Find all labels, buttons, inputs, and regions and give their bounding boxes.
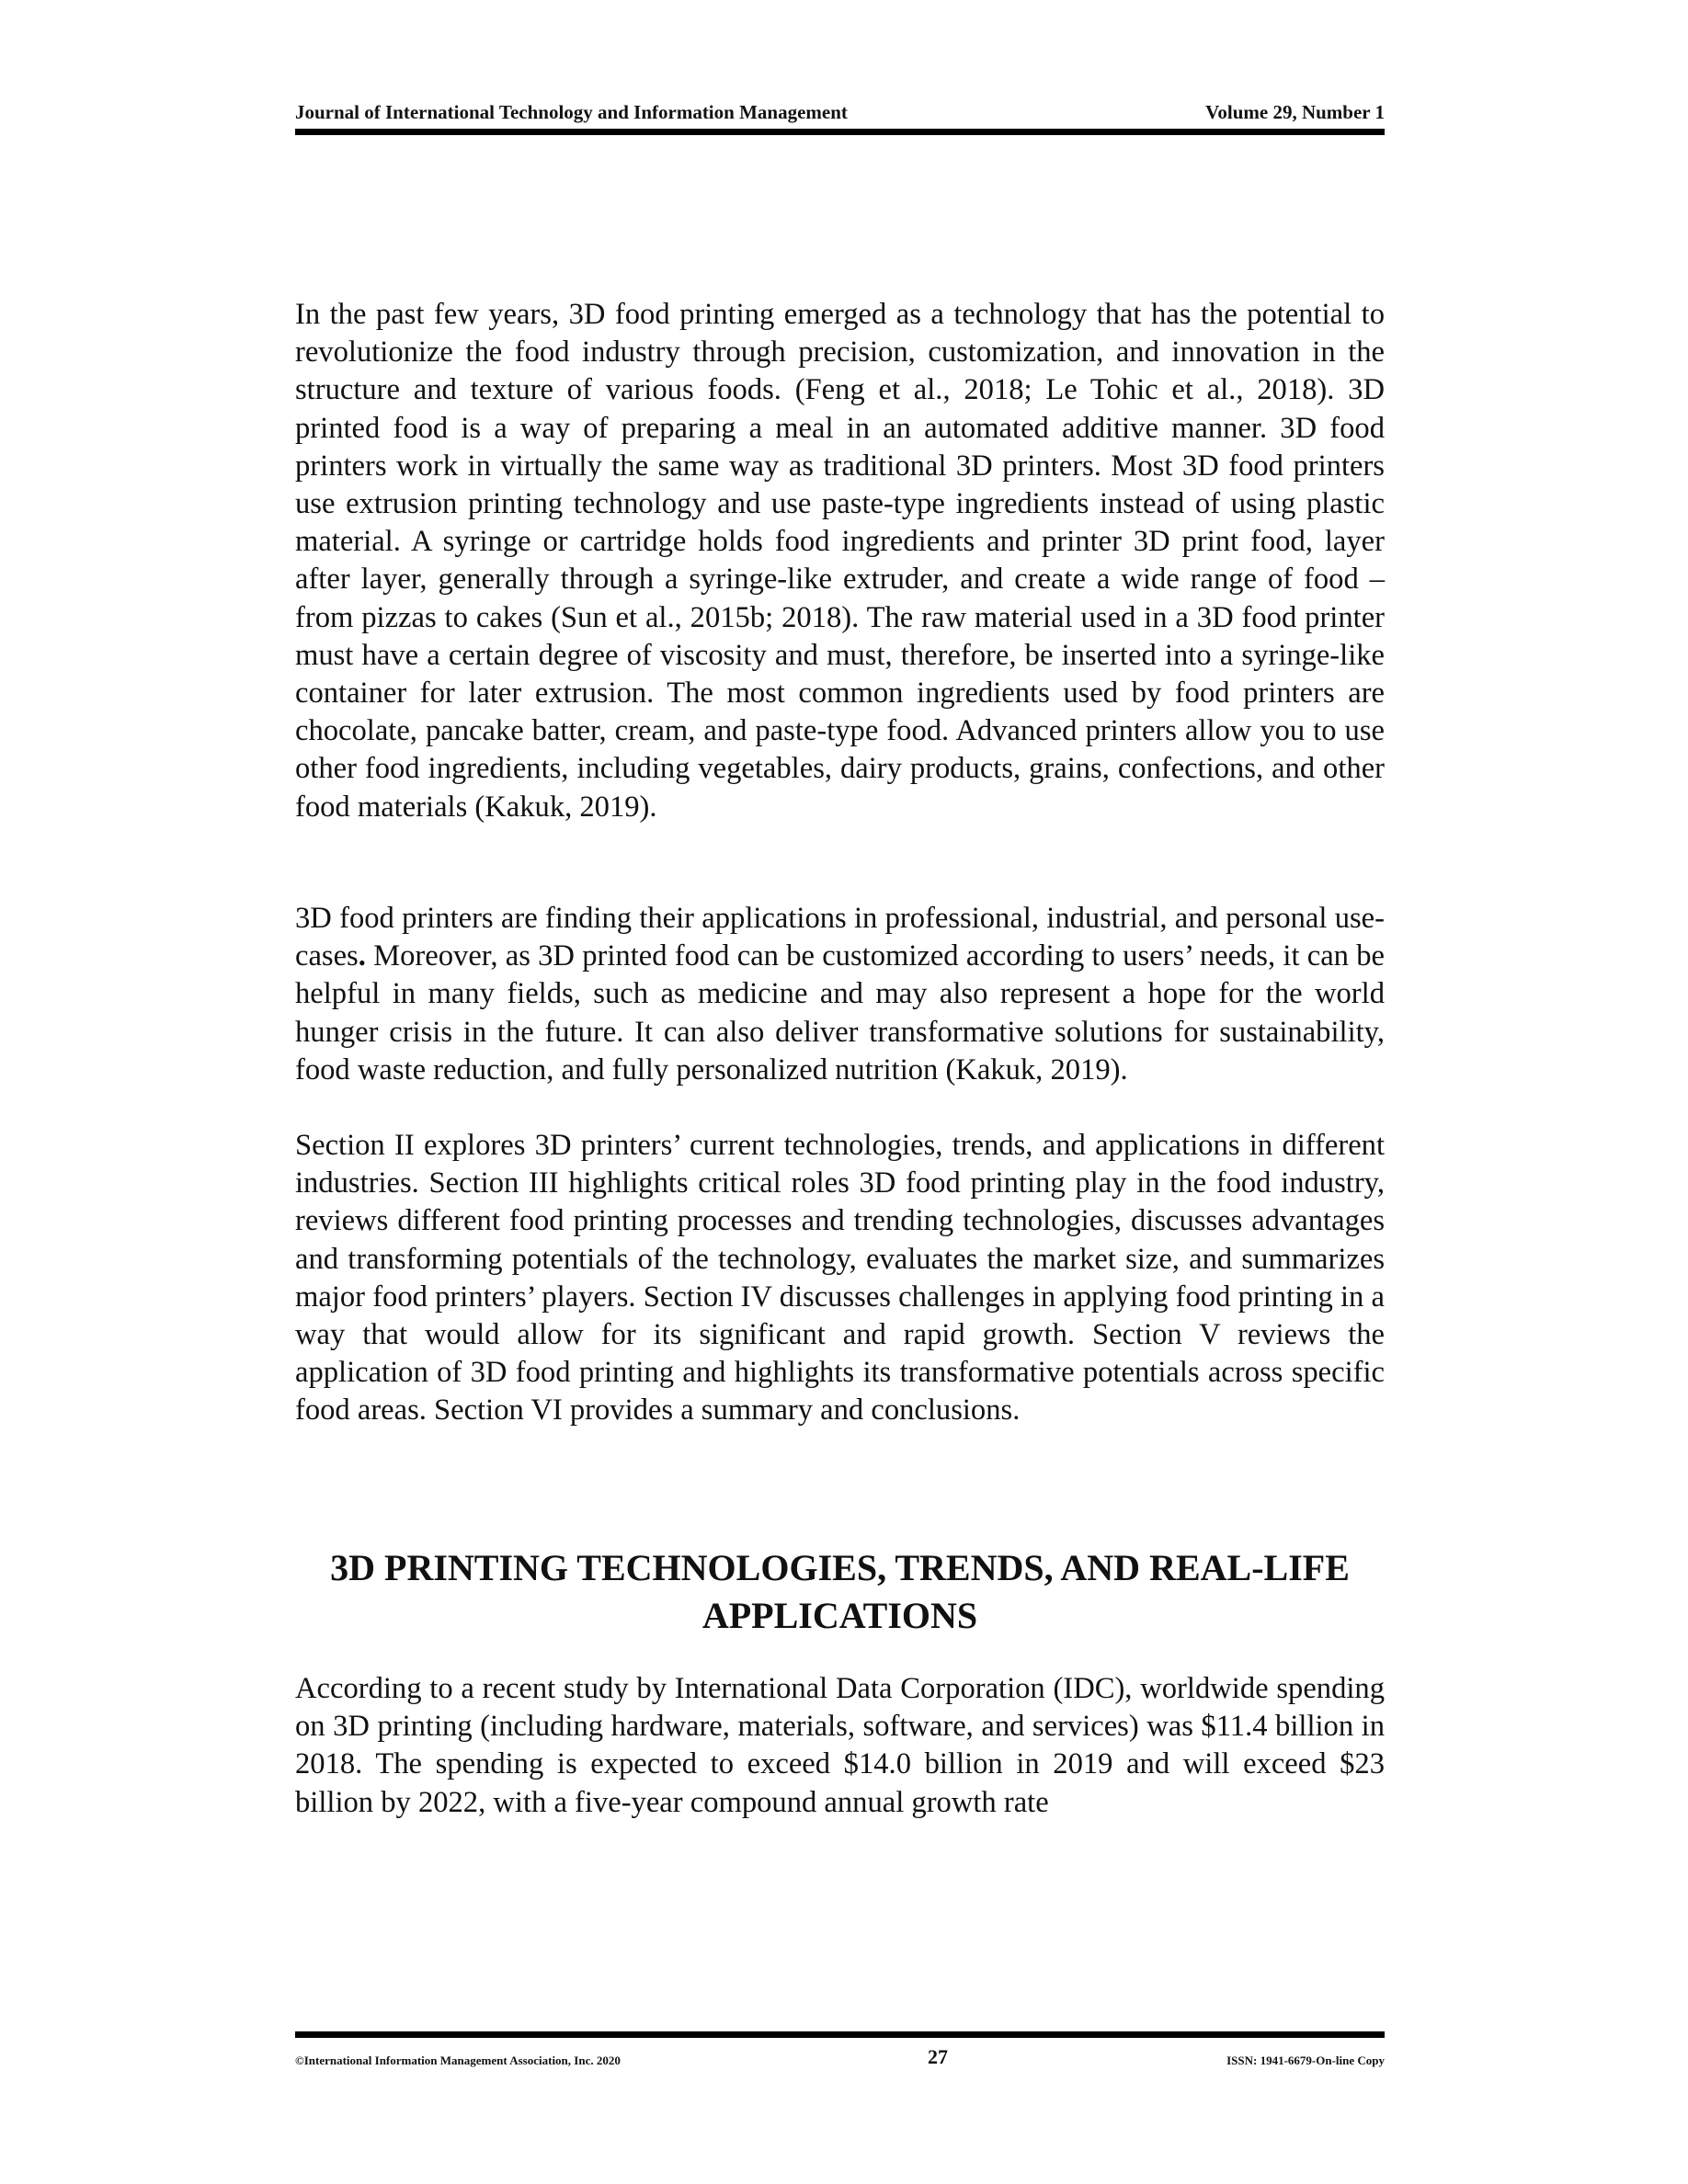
- paragraph-2-bold-period: .: [358, 939, 366, 973]
- body-paragraph-2: [295, 900, 1385, 1089]
- page-footer: [295, 2031, 1385, 2078]
- journal-title: Journal of International Technology and Information Management: [295, 101, 848, 123]
- volume-number: Volume 29, Number 1: [1205, 101, 1385, 123]
- running-header: [295, 96, 1385, 135]
- body-paragraph-1: In the past few years, 3D food printing emerged as a technology that has the potential to revolutionize the food industry through precision, customization, and innovation in the structure and texture of various foods. (Feng et al., 2018; Le Tohic et al., 2018). 3D printed food is a way of preparing a meal in an automated additive manner. 3D food printers work in virtually the same way as traditional 3D printers. Most 3D food printers use extrusion printing technology and use paste-type ingredients instead of using plastic material. A syringe or cartridge holds food ingredients and printer 3D print food, layer after layer, generally through a syringe-like extruder, and create a wide range of food – from pizzas to cakes (Sun et al., 2015b; 2018). The raw material used in a 3D food printer must have a certain degree of viscosity and must, therefore, be inserted into a syringe-like container for later extrusion. The most common ingredients used by food printers are chocolate, pancake batter, cream, and paste-type food. Advanced printers allow you to use other food ingredients, including vegetables, dairy products, grains, confections, and other food materials (Kakuk, 2019).: [295, 298, 1385, 824]
- paragraph-2-part-a: 3D food printers are finding their applications in professional, industrial, and personal use-cases: [295, 902, 1385, 973]
- section-heading: 3D PRINTING TECHNOLOGIES, TRENDS, AND REAL-LIFE APPLICATIONS: [330, 1547, 1350, 1636]
- paragraph-2-part-b: Moreover, as 3D printed food can be customized according to users’ needs, it can be helpful in many fields, such as medicine and may also represent a hope for the world hunger crisis in the future. It can also deliver transformative solutions for sustainability, food waste reduction, and fully personalized nutrition (Kakuk, 2019).: [295, 939, 1385, 1086]
- page-number: 27: [928, 2045, 948, 2068]
- copyright-notice: ©International Information Management Association, Inc. 2020: [295, 2053, 621, 2067]
- issn-label: ISSN: 1941-6679-On-line Copy: [1226, 2053, 1385, 2067]
- body-paragraph-3: Section II explores 3D printers’ current technologies, trends, and applications in different industries. Section III highlights critical roles 3D food printing play in the food industry, reviews different food printing processes and trending technologies, discusses advantages and transforming potentials of the technology, evaluates the market size, and summarizes major food printers’ players. Section IV discusses challenges in applying food printing in a way that would allow for its significant and rapid growth. Section V reviews the application of 3D food printing and highlights its transformative potentials across specific food areas. Section VI provides a summary and conclusions.: [295, 1129, 1385, 1428]
- body-paragraph-4: According to a recent study by International Data Corporation (IDC), worldwide spending on 3D printing (including hardware, materials, software, and services) was $11.4 billion in 2018. The spending is expected to exceed $14.0 billion in 2019 and will exceed $23 billion by 2022, with a five-year compound annual growth rate: [295, 1672, 1385, 1819]
